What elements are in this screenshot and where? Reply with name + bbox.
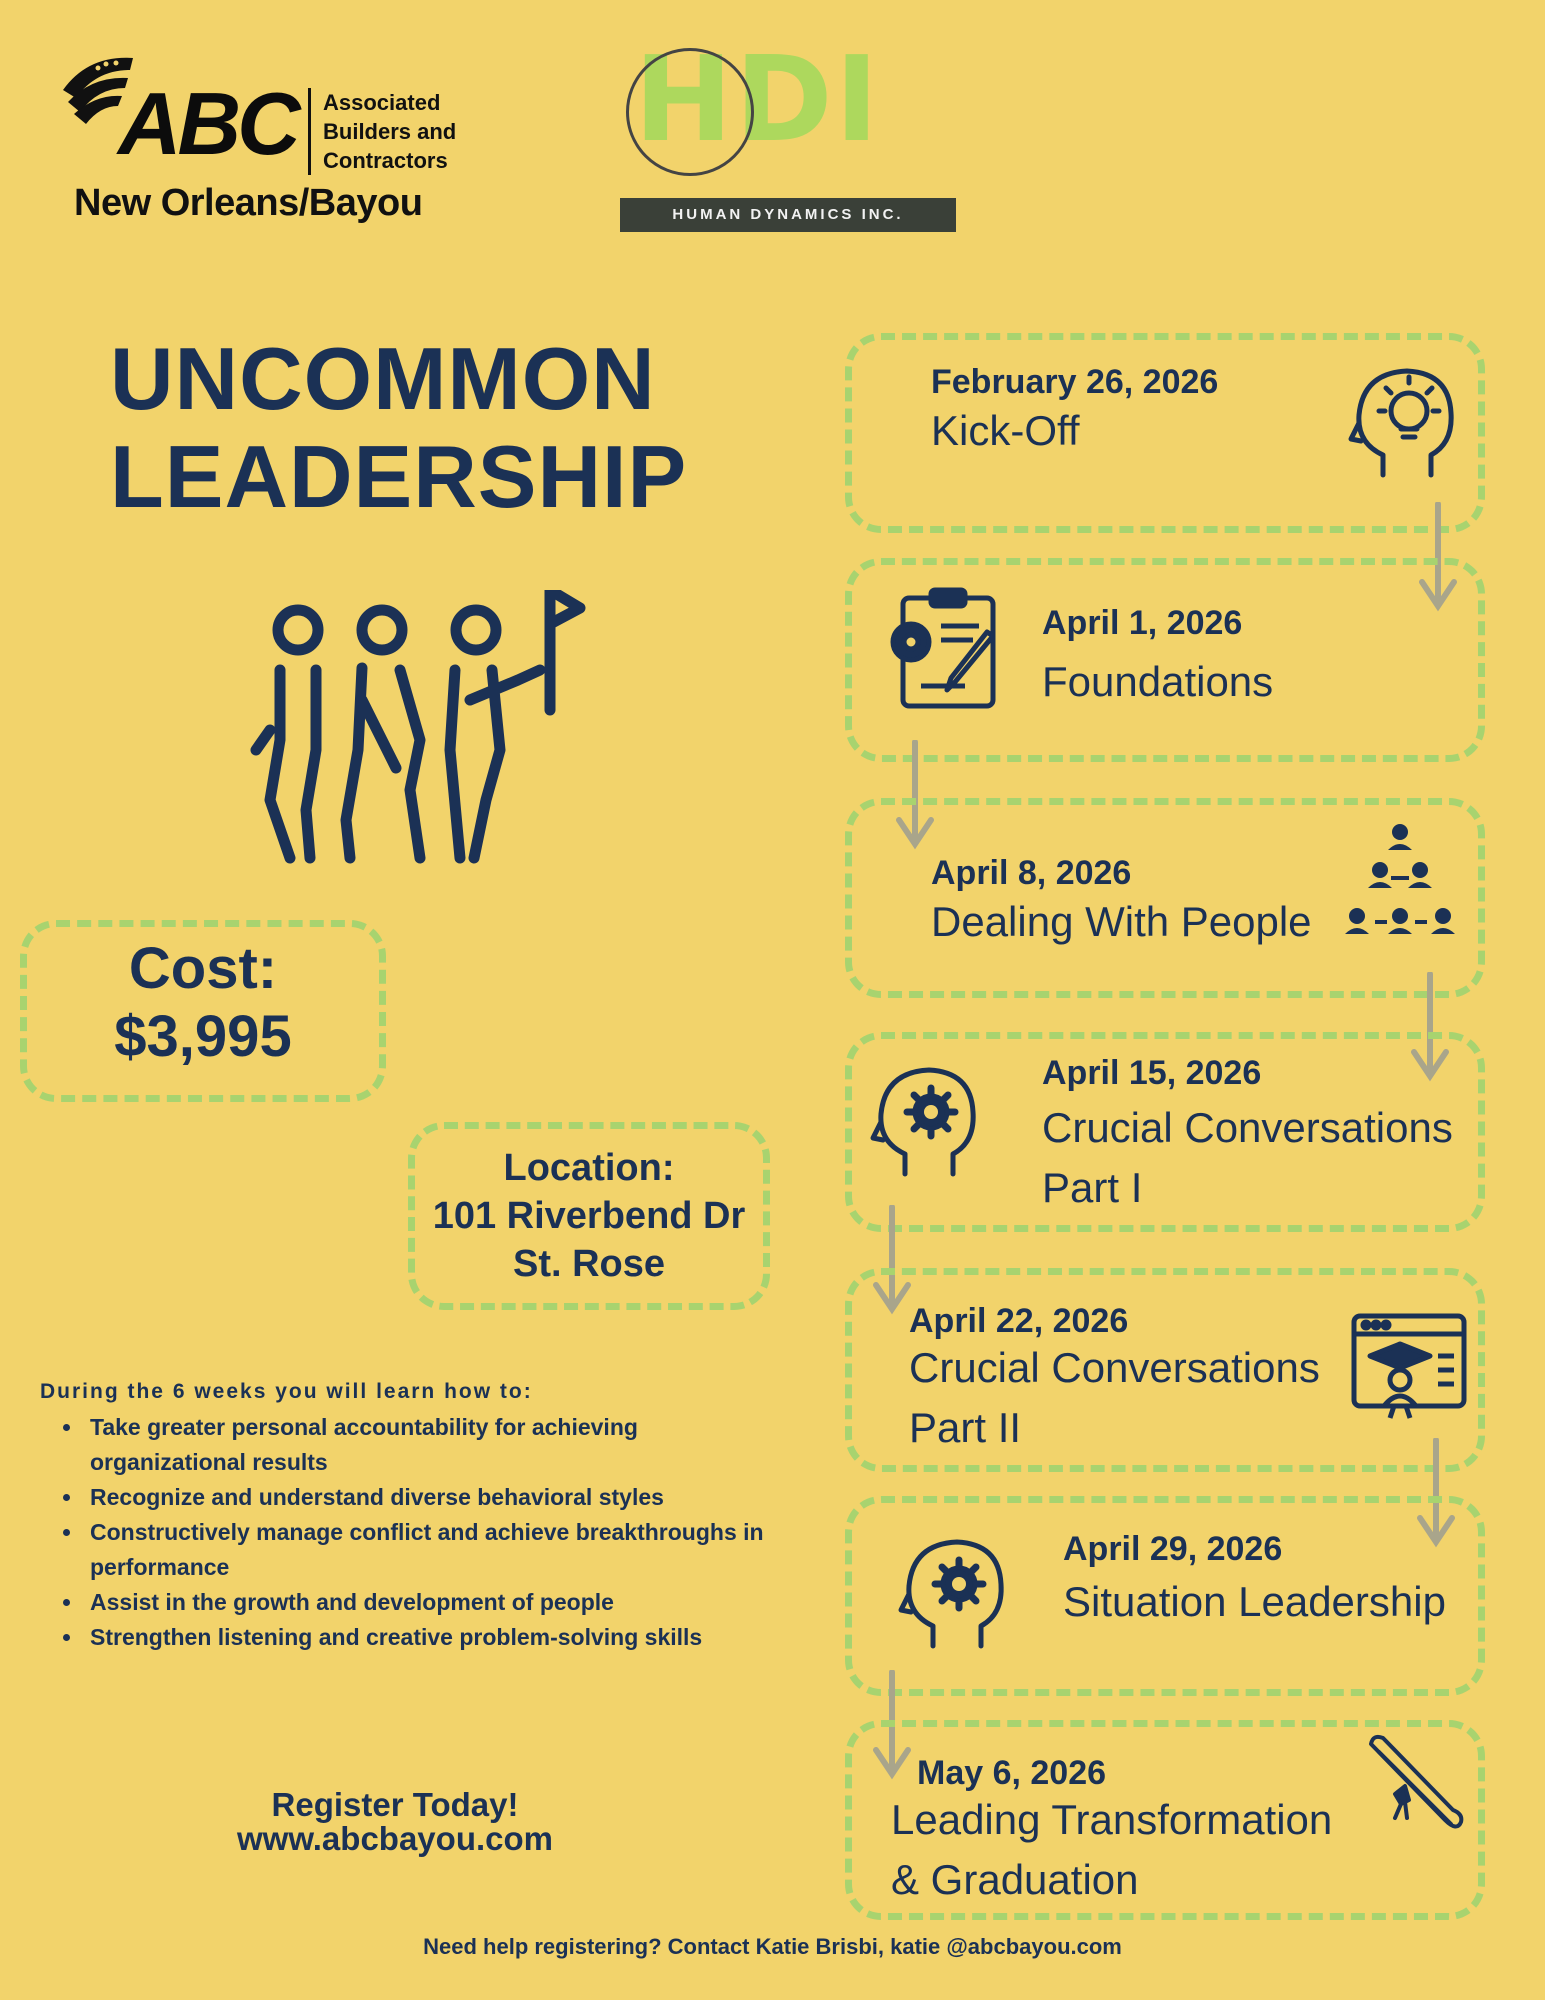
location-line: St. Rose — [512, 1243, 666, 1285]
cost-value: $3,995 — [114, 1004, 292, 1069]
head-lightbulb-icon — [1345, 363, 1465, 483]
step-date: April 8, 2026 — [931, 854, 1132, 892]
step-name: Kick-Off — [931, 407, 1080, 454]
timeline-step — [845, 1268, 1485, 1472]
head-gear-icon — [895, 1534, 1015, 1654]
step-name: Dealing With People — [931, 898, 1312, 945]
abc-words — [308, 88, 456, 175]
register-label: Register Today! — [271, 1786, 519, 1823]
clipboard-gear-icon — [881, 586, 1011, 716]
step-name: Part II — [909, 1404, 1022, 1451]
hdi-ring — [626, 48, 754, 176]
register-link[interactable]: www.abcbayou.com — [236, 1820, 553, 1857]
hdi-letters: HDI — [634, 30, 881, 168]
list-item: • Strengthen listening and creative problem-solving skills — [84, 1620, 800, 1655]
cost-label: Cost: — [128, 936, 278, 1001]
location-line: 101 Riverbend Dr — [432, 1195, 746, 1237]
timeline-step — [845, 1032, 1485, 1232]
page-title — [110, 330, 687, 526]
list-item: • Recognize and understand diverse behavioral styles — [84, 1480, 800, 1515]
timeline-step — [845, 333, 1485, 533]
timeline-step — [845, 558, 1485, 762]
list-item: • Constructively manage conflict and achieve breakthroughs in performance — [84, 1515, 800, 1585]
team-leader-flag-icon — [250, 590, 600, 880]
step-date: May 6, 2026 — [917, 1754, 1107, 1792]
step-name: Crucial Conversations — [1042, 1104, 1453, 1151]
step-date: April 1, 2026 — [1042, 604, 1243, 642]
timeline-step — [845, 1720, 1485, 1920]
title-line: LEADERSHIP — [110, 427, 688, 526]
hdi-tagline: HUMAN DYNAMICS INC. — [620, 198, 956, 232]
hierarchy-icon — [1345, 820, 1455, 950]
step-date: February 26, 2026 — [931, 363, 1219, 401]
step-name: Foundations — [1042, 658, 1274, 705]
footer-contact: Need help registering? Contact Katie Brisbi, katie @abcbayou.com — [423, 1934, 1122, 1959]
location-label: Location: — [503, 1147, 675, 1189]
step-name: Part I — [1042, 1164, 1143, 1211]
step-name: Leading Transformation — [891, 1796, 1333, 1843]
abc-letters: ABC — [118, 74, 297, 173]
abc-region: New Orleans/Bayou — [74, 182, 423, 224]
step-name: Situation Leadership — [1063, 1578, 1446, 1625]
head-gear-icon — [867, 1062, 987, 1182]
step-name: Crucial Conversations — [909, 1344, 1320, 1391]
graduate-screen-icon — [1350, 1312, 1470, 1422]
learning-list — [40, 1410, 800, 1655]
abc-word: Associated — [323, 90, 441, 115]
step-date: April 29, 2026 — [1063, 1530, 1283, 1568]
list-item: • Assist in the growth and development of people — [84, 1585, 800, 1620]
list-item: • Take greater personal accountability for achieving organizational results — [84, 1410, 800, 1480]
learning-outcomes — [40, 1380, 800, 1655]
title-line: UNCOMMON — [110, 329, 656, 428]
timeline-step — [845, 1496, 1485, 1696]
timeline-step — [845, 798, 1485, 998]
abc-word: Builders and — [323, 119, 457, 144]
abc-word: Contractors — [323, 148, 448, 173]
step-date: April 22, 2026 — [909, 1302, 1129, 1340]
cost — [20, 935, 386, 1071]
register-cta — [180, 1788, 610, 1856]
location — [408, 1144, 770, 1288]
learning-intro: During the 6 weeks you will learn how to: — [40, 1380, 533, 1403]
step-date: April 15, 2026 — [1042, 1054, 1262, 1092]
diploma-icon — [1365, 1734, 1465, 1838]
hdi-logo — [620, 30, 950, 240]
step-name: & Graduation — [891, 1856, 1139, 1903]
abc-logo — [58, 50, 478, 230]
